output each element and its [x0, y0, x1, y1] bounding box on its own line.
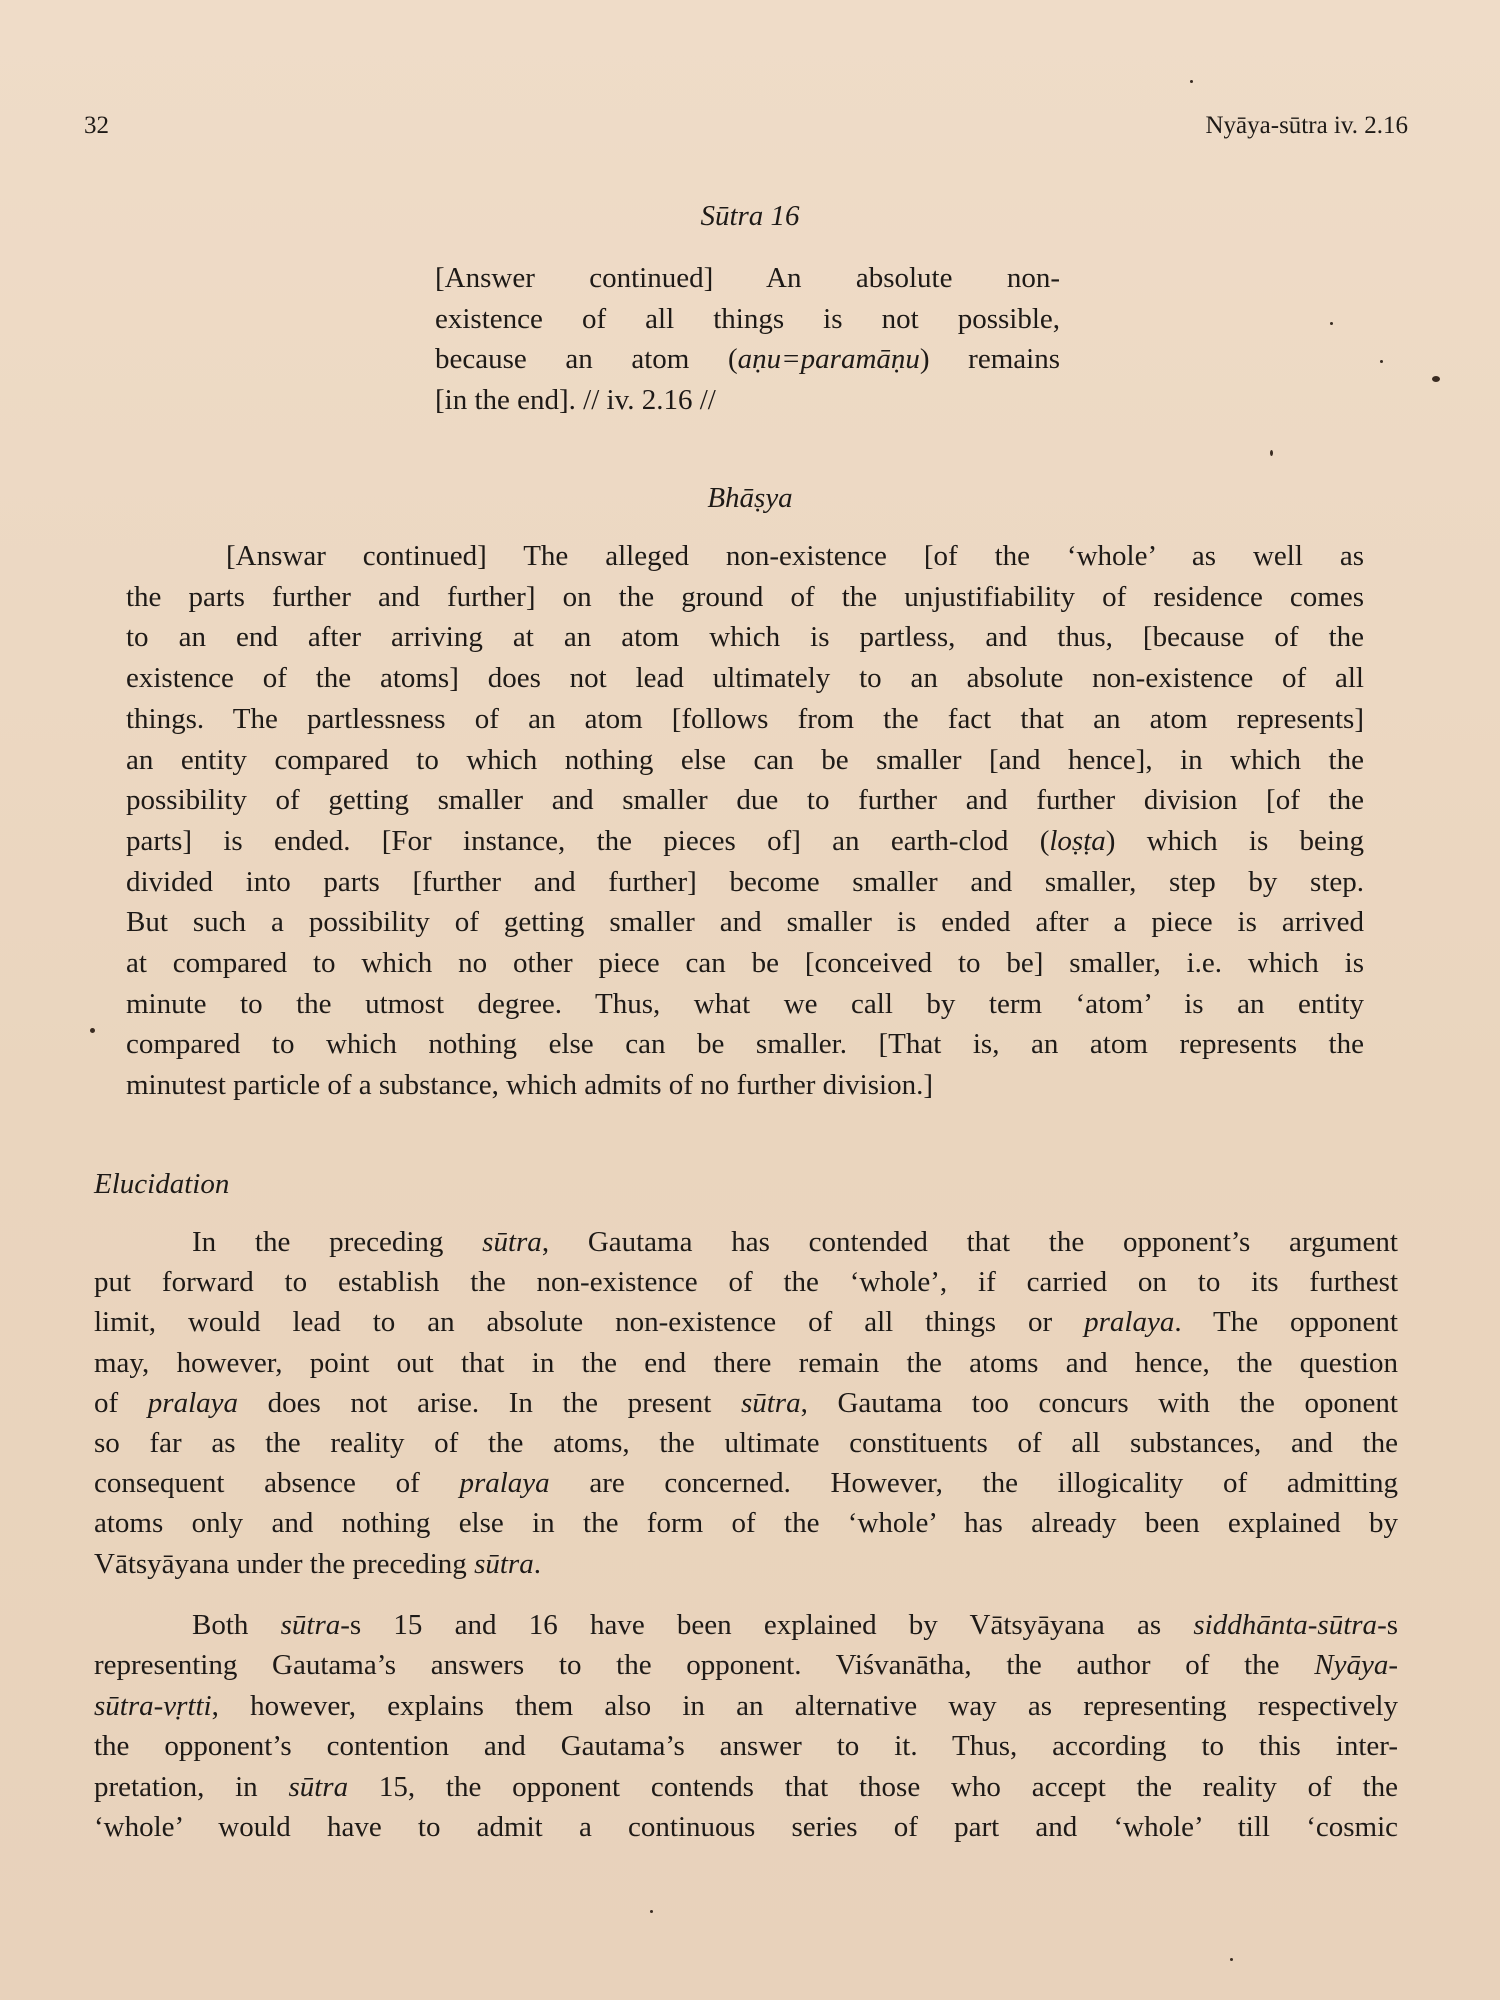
paper-speck — [1432, 376, 1440, 382]
text-line: existence of all things is not possible, — [435, 302, 1060, 335]
page-header — [84, 112, 1408, 140]
paper-speck — [1270, 450, 1273, 456]
italic-term: pralaya — [1084, 1306, 1175, 1339]
text-line: Vātsyāyana under the preceding sūtra. — [94, 1547, 541, 1580]
italic-term: sūtra — [474, 1547, 534, 1580]
paper-speck — [1380, 360, 1383, 363]
bhasya-heading: Bhāṣya — [707, 482, 793, 514]
text-line: because an atom (aṇu=paramāṇu) remains — [435, 343, 1060, 375]
italic-term: sūtra — [288, 1770, 349, 1803]
text-line: divided into parts [further and further] become smaller and smaller, step by step. — [126, 865, 1364, 898]
italic-term: sūtra — [482, 1226, 542, 1258]
text-line: existence of the atoms] does not lead ultimately to an absolute non-existence of all — [126, 662, 1364, 695]
text-line: But such a possibility of getting smaller and smaller is ended after a piece is arrived — [126, 906, 1364, 939]
running-title: Nyāya-sūtra iv. 2.16 — [1205, 112, 1408, 139]
text-line: possibility of getting smaller and smaller due to further and further division [of the — [126, 784, 1364, 817]
italic-term: sūtra — [280, 1609, 341, 1641]
italic-term: siddhānta-sūtra — [1193, 1609, 1378, 1641]
text-line: an entity compared to which nothing else can be smaller [and hence], in which the — [126, 743, 1364, 776]
text-line: the opponent’s contention and Gautama’s answer to it. Thus, according to this inter- — [94, 1730, 1398, 1763]
text-line: things. The partlessness of an atom [follows from the fact that an atom represents] — [126, 702, 1364, 735]
text-line: put forward to establish the non-existence of the ‘whole’, if carried on to its furthest — [94, 1266, 1398, 1299]
elucidation-paragraph-1 — [94, 1222, 1398, 1584]
text-line: so far as the reality of the atoms, the ultimate constituents of all substances, and the — [94, 1427, 1398, 1460]
sutra-heading: Sūtra 16 — [700, 200, 800, 232]
paper-speck — [650, 1910, 653, 1913]
text-line: minutest particle of a substance, which admits of no further division.] — [126, 1069, 933, 1102]
text-line: may, however, point out that in the end there remain the atoms and hence, the question — [94, 1346, 1398, 1379]
text-line: Both sūtra-s 15 and 16 have been explained by Vātsyāyana as siddhānta-sūtra-s — [192, 1609, 1399, 1641]
text-line: representing Gautama’s answers to the opponent. Viśvanātha, the author of the Nyāya- — [94, 1649, 1398, 1682]
paper-speck — [1230, 1958, 1233, 1961]
text-line: sūtra-vṛtti, however, explains them also in an alternative way as representing respectively — [94, 1689, 1398, 1722]
elucidation-paragraph-2 — [94, 1605, 1398, 1847]
paper-speck — [1190, 80, 1193, 83]
text-line: compared to which nothing else can be smaller. [That is, an atom represents the — [126, 1028, 1364, 1061]
sutra-text — [435, 258, 1060, 420]
italic-term: pralaya — [459, 1467, 550, 1500]
page-number: 32 — [84, 112, 109, 139]
italic-term: Nyāya- — [1314, 1649, 1398, 1682]
text-line: pretation, in sūtra 15, the opponent contends that those who accept the reality of the — [94, 1770, 1398, 1803]
text-line: consequent absence of pralaya are concerned. However, the illogicality of admitting — [94, 1467, 1398, 1500]
italic-term: sūtra — [740, 1386, 801, 1419]
text-line: [Answer continued] An absolute non- — [435, 262, 1060, 294]
italic-term: pralaya — [147, 1386, 239, 1419]
text-line: [Answar continued] The alleged non-existence [of the ‘whole’ as well as — [226, 540, 1364, 572]
paper-speck — [90, 1028, 95, 1033]
text-line: limit, would lead to an absolute non-existence of all things or pralaya. The opponent — [94, 1306, 1398, 1339]
italic-term: sūtra-vṛtti — [94, 1689, 212, 1722]
text-line: the parts further and further] on the ground of the unjustifiability of residence comes — [126, 580, 1364, 613]
text-line: ‘whole’ would have to admit a continuous series of part and ‘whole’ till ‘cosmic — [94, 1811, 1398, 1844]
elucidation-heading: Elucidation — [94, 1168, 230, 1200]
text-line: to an end after arriving at an atom which is partless, and thus, [because of the — [126, 621, 1364, 654]
paper-speck — [1330, 322, 1333, 325]
italic-term: loṣṭa — [1049, 824, 1106, 857]
text-line: In the preceding sūtra, Gautama has contended that the opponent’s argument — [192, 1226, 1398, 1258]
text-line: at compared to which no other piece can be [conceived to be] smaller, i.e. which is — [126, 947, 1364, 980]
text-line: of pralaya does not arise. In the present sūtra, Gautama too concurs with the oponent — [94, 1386, 1398, 1419]
italic-term: aṇu=paramāṇu — [737, 343, 920, 375]
text-line: parts] is ended. [For instance, the pieces of] an earth-clod (loṣṭa) which is being — [126, 824, 1364, 857]
bhasya-paragraph — [126, 536, 1364, 1106]
text-line: minute to the utmost degree. Thus, what we call by term ‘atom’ is an entity — [126, 987, 1364, 1020]
text-line: atoms only and nothing else in the form of the ‘whole’ has already been explained by — [94, 1507, 1398, 1540]
text-line: [in the end]. // iv. 2.16 // — [435, 383, 716, 416]
